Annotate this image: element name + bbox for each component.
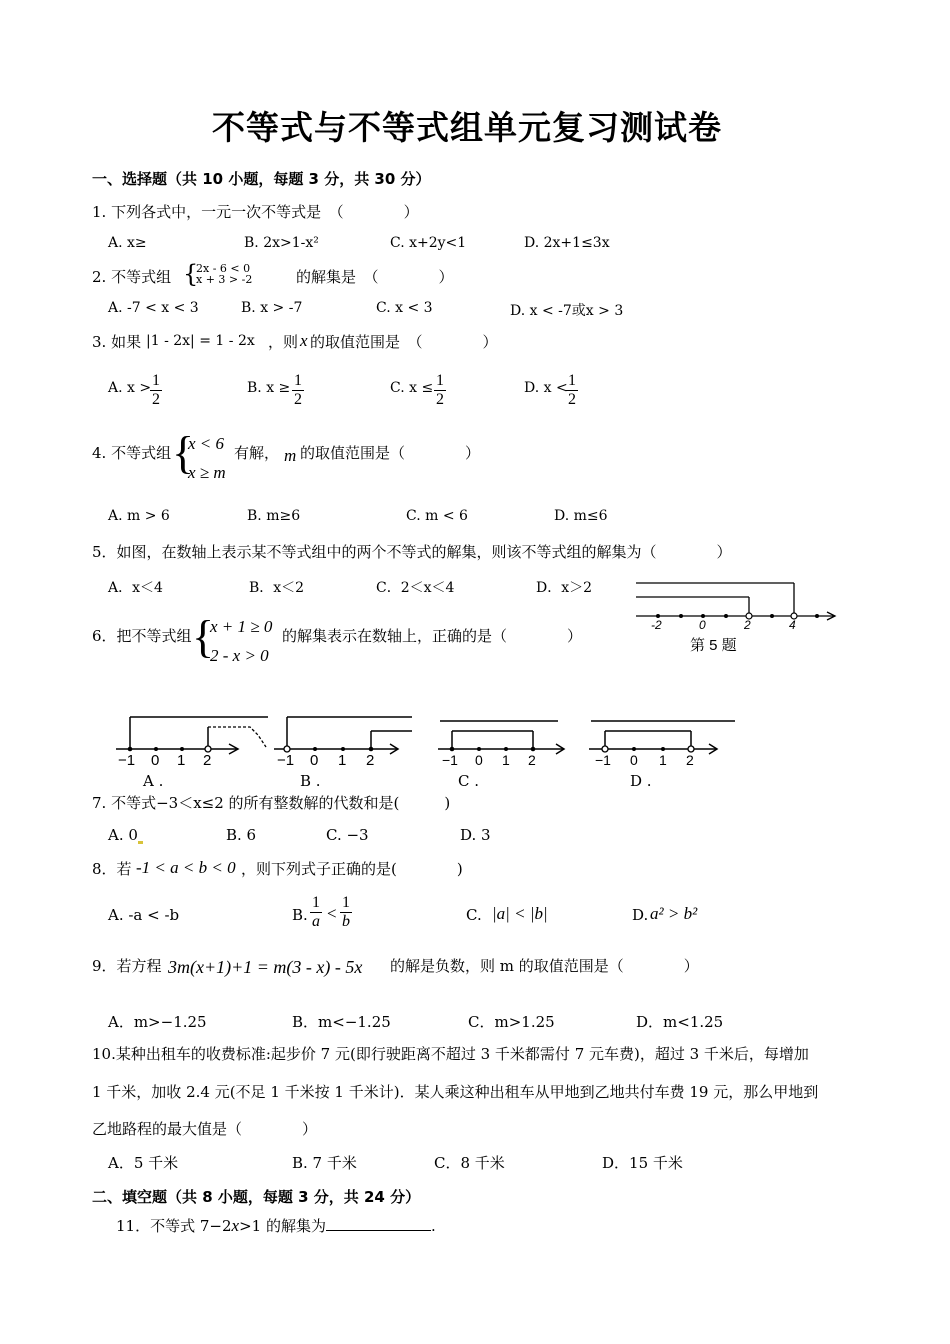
q10-option-a: A．5 千米 [108, 1154, 179, 1172]
q3-option-d: D. x < [524, 380, 568, 396]
q6-d-tick: 0 [630, 752, 638, 768]
q6-d-tick: 2 [686, 752, 694, 768]
question-3-stem-post: 的取值范围是 （ ） [310, 333, 498, 351]
q11-stem-mid: >1 的解集为 [239, 1217, 326, 1235]
q4-option-c: C. m < 6 [406, 508, 468, 524]
q8-option-b-fraction-2: $\frac{1}{b}$ [342, 894, 350, 930]
question-8-stem-post: ，则下列式子正确的是( ) [241, 860, 463, 878]
q3-option-d-fraction: $\frac{1}{2}$ [568, 372, 576, 408]
question-10-line-1: 10.某种出租车的收费标准:起步价 7 元(即行驶距离不超过 3 千米都需付 7 元车费)，超过 3 千米后，每增加 [92, 1045, 809, 1063]
q4-system-line-1: x < 6 [188, 434, 225, 453]
q3-option-a-fraction: $\frac{1}{2}$ [152, 372, 160, 408]
q1-option-b: B. 2x>1-x² [244, 235, 319, 251]
q6-brace: { [192, 611, 215, 662]
q11-stem-post: . [430, 1217, 436, 1235]
q7-option-b: B. 6 [226, 826, 257, 844]
q2-option-a: A. -7 < x < 3 [108, 300, 199, 316]
question-8-stem-pre: 8．若 [92, 860, 132, 878]
question-10-line-2: 1 千米，加收 2.4 元(不足 1 千米按 1 千米计)．某人乘这种出租车从甲地到乙地共付车费 19 元，那么甲地到 [92, 1083, 819, 1101]
q8-option-c-prefix: C. [466, 906, 482, 924]
q6-b-tick: −1 [277, 752, 295, 769]
q6-option-a-figure [110, 705, 280, 770]
q6-c-tick: 0 [475, 752, 483, 768]
q6-d-tick: 1 [659, 752, 667, 768]
q8-option-b-prefix: B. [292, 906, 308, 924]
q8-option-b-less-than: < [327, 904, 337, 923]
q10-option-c: C．8 千米 [434, 1154, 505, 1172]
q2-option-b: B. x > -7 [241, 300, 303, 316]
q10-option-b: B. 7 千米 [292, 1154, 357, 1172]
page-title: 不等式与不等式组单元复习测试卷 [212, 108, 722, 147]
q3-option-b: B. x ≥ [247, 380, 291, 396]
q2-system-line-2: x + 3 > -2 [196, 273, 253, 286]
q4-option-d: D. m≤6 [554, 508, 608, 524]
q8-option-a: A. -a < -b [108, 906, 180, 924]
q8-option-b-fraction-1: $\frac{1}{a}$ [312, 894, 320, 930]
q3-option-b-fraction: $\frac{1}{2}$ [294, 372, 302, 408]
q3-condition: |1 - 2x| = 1 - 2x [146, 333, 255, 349]
q9-option-c: C．m>1.25 [468, 1013, 555, 1031]
q9-option-b: B．m<−1.25 [292, 1013, 391, 1031]
question-4-stem-post: 的取值范围是（ ） [300, 444, 481, 462]
q1-option-c: C. x+2y<1 [390, 235, 467, 251]
q4-brace: { [172, 427, 195, 478]
q6-c-tick: −1 [442, 752, 458, 768]
q4-option-a: A. m > 6 [108, 508, 170, 524]
question-9-stem-pre: 9．若方程 [92, 957, 162, 975]
q2-brace: { [183, 260, 199, 288]
question-6-stem-post: 的解集表示在数轴上，正确的是（ ） [282, 627, 583, 645]
question-2-stem-post: 的解集是 （ ） [296, 268, 454, 286]
q6-option-b-figure [270, 705, 420, 770]
question-4-stem-pre: 4. 不等式组 [92, 444, 172, 462]
q6-option-b-label: B . [300, 772, 321, 790]
question-2-stem-pre: 2. 不等式组 [92, 268, 172, 286]
q5-option-d: D．x＞2 [536, 580, 593, 596]
q3-option-a: A. x > [108, 380, 152, 396]
q10-option-d: D．15 千米 [602, 1154, 683, 1172]
question-3-stem-mid: ，则 [268, 333, 299, 351]
q5-option-a: A．x＜4 [108, 580, 163, 596]
question-4-stem-mid: 有解， [234, 444, 280, 462]
q6-option-d-figure [585, 705, 740, 770]
q6-option-c-label: C . [458, 772, 480, 790]
q6-c-tick: 1 [502, 752, 510, 768]
section-heading-fill-in: 二、填空题（共 8 小题，每题 3 分，共 24 分） [92, 1188, 421, 1206]
q5-tick-label: -2 [651, 618, 662, 632]
q5-tick-label: 0 [699, 618, 706, 632]
question-3-stem-pre: 3. 如果 [92, 333, 142, 351]
question-9-stem-post: 的解是负数，则 m 的取值范围是（ ） [390, 957, 699, 975]
q1-option-a: A. x≥ [108, 235, 147, 251]
q2-option-d: D. x < -7或x > 3 [510, 303, 624, 319]
q4-variable: m [284, 446, 297, 465]
q7-option-a: A. 0 [108, 826, 143, 844]
question-11-stem [116, 1214, 436, 1236]
q11-stem-pre: 11．不等式 7−2 [116, 1217, 232, 1235]
q2-system-line-1: 2x - 6 < 0 [196, 262, 251, 275]
q6-d-tick: −1 [595, 752, 611, 768]
question-10-line-3: 乙地路程的最大值是（ ） [92, 1120, 318, 1138]
q9-equation: 3m(x+1)+1 = m(3 - x) - 5x [168, 957, 363, 977]
q6-b-tick: 1 [338, 752, 347, 769]
q5-tick-label: 4 [789, 618, 796, 632]
q11-answer-blank[interactable] [326, 1214, 431, 1231]
q8-condition: -1 < a < b < 0 [136, 858, 236, 877]
q8-option-d: a² > b² [650, 904, 698, 923]
section-heading-choice: 一、选择题（共 10 小题，每题 3 分，共 30 分） [92, 170, 431, 188]
question-1-stem: 1. 下列各式中，一元一次不等式是 （ ） [92, 203, 419, 221]
q9-option-a: A．m>−1.25 [108, 1013, 207, 1031]
q7-option-c: C. −3 [326, 826, 369, 844]
q3-option-c: C. x ≤ [390, 380, 434, 396]
question-6-stem-pre: 6．把不等式组 [92, 627, 192, 645]
q6-a-tick: −1 [118, 752, 136, 769]
q8-option-c: |a| < |b| [492, 904, 548, 923]
q5-option-b: B．x＜2 [249, 580, 305, 596]
q7-option-d: D. 3 [460, 826, 491, 844]
q4-option-b: B. m≥6 [247, 508, 301, 524]
q6-a-tick: 1 [177, 752, 186, 769]
q4-system-line-2: x ≥ m [188, 463, 226, 482]
q6-b-tick: 2 [366, 752, 375, 769]
question-7-stem: 7. 不等式−3＜x≤2 的所有整数解的代数和是( ) [92, 794, 451, 812]
q5-option-c: C．2＜x＜4 [376, 580, 455, 596]
question-5-stem: 5．如图，在数轴上表示某不等式组中的两个不等式的解集，则该不等式组的解集为（ ） [92, 543, 732, 561]
q6-b-tick: 0 [310, 752, 319, 769]
q2-option-c: C. x < 3 [376, 300, 433, 316]
q6-a-tick: 2 [203, 752, 212, 769]
q5-number-line-figure [630, 575, 845, 635]
q6-c-tick: 2 [528, 752, 536, 768]
q8-option-d-prefix: D. [632, 906, 649, 924]
q1-option-d: D. 2x+1≤3x [524, 235, 610, 251]
q3-variable: x [300, 331, 308, 350]
q9-option-d: D．m<1.25 [636, 1013, 724, 1031]
q11-variable: x [231, 1216, 240, 1235]
q6-a-tick: 0 [151, 752, 160, 769]
q3-option-c-fraction: $\frac{1}{2}$ [436, 372, 444, 408]
q5-figure-caption: 第 5 题 [690, 637, 737, 654]
q6-system-line-1: x + 1 ≥ 0 [210, 617, 273, 636]
q6-system-line-2: 2 - x > 0 [210, 646, 269, 665]
q5-tick-label: 2 [744, 618, 751, 632]
q6-option-c-figure [432, 705, 582, 770]
q6-option-d-label: D . [630, 772, 652, 790]
q6-option-a-label: A . [143, 772, 164, 790]
